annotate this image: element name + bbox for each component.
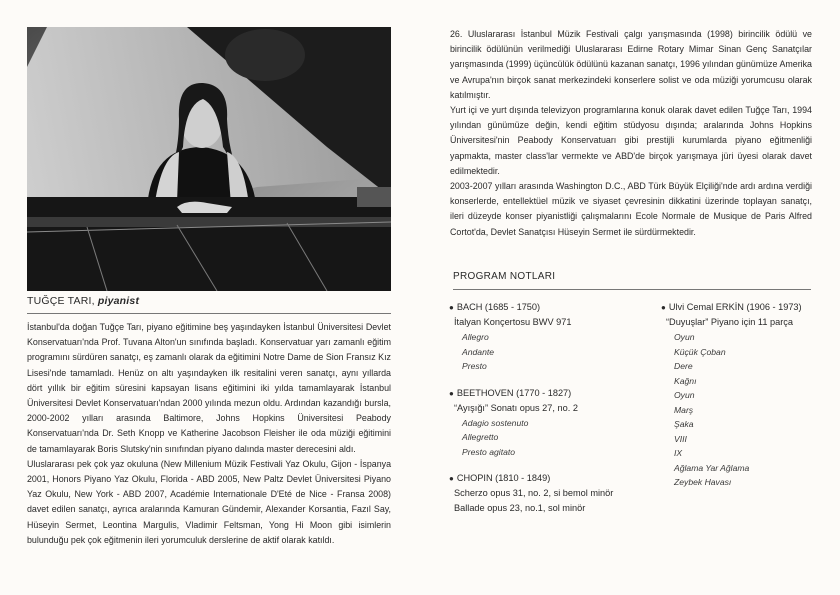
work-title: Scherzo opus 31, no. 2, si bemol minör <box>454 488 614 498</box>
movement: Allegretto <box>462 432 499 442</box>
program-notes-heading: PROGRAM NOTLARI <box>453 271 811 290</box>
artist-role: piyanist <box>97 295 140 307</box>
movement: Şaka <box>674 419 694 429</box>
movement: Allegro <box>462 332 489 342</box>
movement: VIII <box>674 433 687 444</box>
movement: Marş <box>674 404 694 415</box>
movement-list <box>449 416 639 460</box>
program-piece <box>449 386 639 460</box>
bullet-icon: ● <box>661 303 666 312</box>
work-title: “Duyuşlar” Piyano için 11 parça <box>666 317 793 327</box>
artist-name: TUĞÇE TARI, <box>27 295 95 307</box>
photo-caption <box>27 295 391 314</box>
movement: Kağnı <box>674 375 697 386</box>
composer-name: BEETHOVEN (1770 - 1827) <box>456 387 572 398</box>
movement: Oyun <box>674 332 695 342</box>
composer-name: BACH (1685 - 1750) <box>456 302 541 312</box>
movement: Presto <box>462 361 487 371</box>
movement: Dere <box>674 361 693 371</box>
biography-left <box>27 320 391 548</box>
movement-list <box>449 330 639 374</box>
work-title: Ballade opus 23, no.1, sol minör <box>454 503 586 513</box>
pianist-photo <box>27 27 391 291</box>
movement: Adagio sostenuto <box>462 417 529 428</box>
movement: Ağlama Yar Ağlama <box>674 462 750 473</box>
movement: Küçük Çoban <box>674 346 726 357</box>
bio-paragraph: Yurt içi ve yurt dışında televizyon programlarına konuk olarak davet edilen Tuğçe Tarı, 1994 yılından günümüze değin, kendi eğitim stüdyosu dışında; aralarında Johns Hopkins Üniversitesi'nin Peabody Konservatuarı gibi prestijli kurumlarda piyano eğitmenliği yapmakta, master class'lar vermekte ve ABD'de birçok yarışmaya jüri üyesi olarak davet edilmektedir. <box>450 105 812 176</box>
program-column-right <box>661 300 821 502</box>
movement: Zeybek Havası <box>674 477 732 487</box>
program-piece <box>449 471 639 516</box>
bullet-icon: ● <box>449 388 454 398</box>
bullet-icon: ● <box>449 303 454 312</box>
movement-list <box>661 330 821 490</box>
bio-paragraph: Uluslararası pek çok yaz okuluna (New Millenium Müzik Festivali Yaz Okulu, Gijon - İspanya 2001, Honors Piyano Yaz Okulu, Florida - ABD 2005, New Paltz Devlet Üniversitesi Piyano Yaz Okulu, New York - ABD 2007, Académie Internationale D'Eté de Nice - Fransa 2008) davet edilen sanatçı, ayrıca aralarında Kamuran Gündemir, Alexander Korsantia, Fazıl Say, Hüseyin Sermet, Leontina Margulis, Vladimir Feltsman, Yong Hi Moon gibi isimlerin bulunduğu pek çok eğitmenin ileri yorumculuk derslerine de aktif olarak katıldı. <box>27 458 391 545</box>
biography-right <box>450 27 812 240</box>
composer-name: CHOPIN (1810 - 1849) <box>456 473 551 483</box>
program-piece <box>449 300 639 374</box>
bio-paragraph: 2003-2007 yılları arasında Washington D.C., ABD Türk Büyük Elçiliği'nde ardı ardına verdiği konserlerde, entellektüel müzik ve siyaset çevresinin dikkatini üzerinde toplayan sanatçı, ileri düzeyde konser piyanistliği çalışmalarını Ecole Normale de Musique de Paris Alfred Cortot'da, Devlet Sanatçısı Hüseyin Sermet ile sürdürmektedir. <box>450 181 812 237</box>
program-piece <box>661 300 821 490</box>
work-title: İtalyan Konçertosu BWV 971 <box>454 317 572 327</box>
bio-paragraph: 26. Uluslararası İstanbul Müzik Festivali çalgı yarışmasında (1998) birincilik ödülü ve birincilik ödülünün verilmediği Uluslararası Edirne Rotary Mimar Sinan Genç Sanatçılar yarışmasında (1999) üçüncülük ödülünü kazanan sanatçı, 1996 yılından günümüze Amerika ve Avrupa'nın birçok sanat merkezindeki konserlere solist ve oda müziği yorumcusu olarak katılmıştır. <box>450 29 812 100</box>
bullet-icon: ● <box>449 474 454 483</box>
movement: Presto agitato <box>462 446 516 457</box>
bio-paragraph: İstanbul'da doğan Tuğçe Tarı, piyano eğitimine beş yaşındayken İstanbul Üniversitesi Devlet Konservatuarı'nda Prof. Tuvana Alton'un sınıfında başladı. Konservatuar yarı zamanlı eğitim programını sürdüren sanatçı, eş zamanlı olarak da eğitimini Notre Dame de Sion Fransız Kız Lisesi'nde tamamladı. Henüz on altı yaşındayken ilk resitalini veren sanatçı, aynı yıllarda dört yıllık bir eğitim süresini kapsayan lisans eğitimini iki yılda tamamlayarak İstanbul Üniversitesi Devlet Konservatuarı'ndan 2000 yılında mezun oldu. Ardından kazandığı bursla, 2000-2002 yılları arasında Baltimore, Johns Hopkins Üniversitesi Peabody Konservatuarı'nda Dr. Seth Knopp ve Katherine Jacobson Fleisher ile oda müziği eğitimini de tamamlayarak Boris Slutsky'nin sınıfından piyano dalında master derecesini aldı. <box>27 322 391 454</box>
movement: Oyun <box>674 390 695 400</box>
work-title: “Ayışığı” Sonatı opus 27, no. 2 <box>454 402 578 413</box>
composer-name: Ulvi Cemal ERKİN (1906 - 1973) <box>668 302 802 312</box>
movement: Andante <box>462 346 495 357</box>
program-column-left <box>449 300 639 528</box>
movement: IX <box>674 448 683 458</box>
